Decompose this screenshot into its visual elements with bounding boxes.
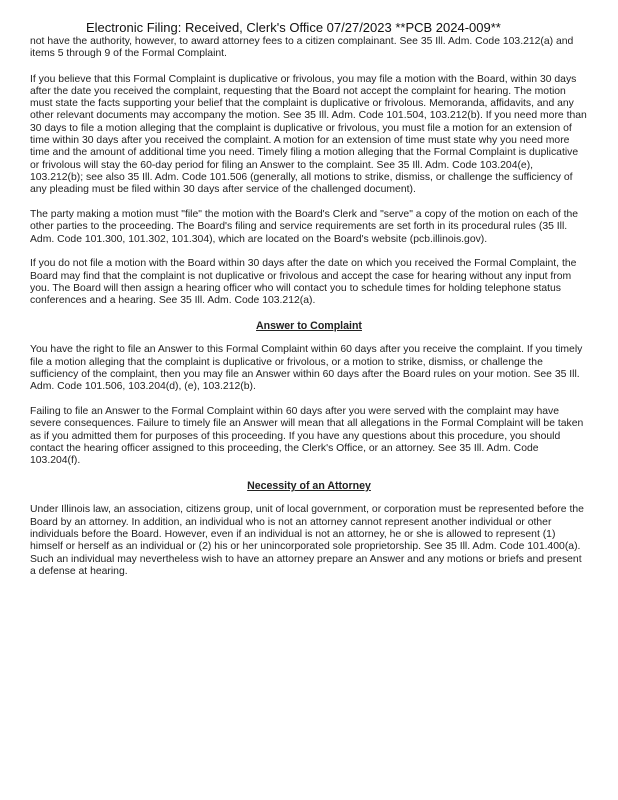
paragraph-attorney-requirement: Under Illinois law, an association, citizens group, unit of local government, or corporation must be represented before the Board by an attorney. In addition, an individual who is not an attorney cannot represent another individual or other individuals before the Board. However, even if an individual is not an attorney, he or she is allowed to represent (1) himself or herself as an individual or (2) his or her unincorporated sole proprietorship. See 35 Ill. Adm. Code 101.400(a). Such an individual may nevertheless wish to have an attorney prepare an Answer and any motions or briefs and present a defense at hearing.	[30, 504, 584, 577]
filing-stamp-header: Electronic Filing: Received, Clerk's Office 07/27/2023 **PCB 2024-009**	[86, 20, 501, 35]
paragraph-filing-motion: The party making a motion must "file" the motion with the Board's Clerk and "serve" a copy of the motion on each of the other parties to the proceeding. The Board's filing and service requirements are set forth in its procedural rules (35 Ill. Adm. Code 101.300, 101.302, 101.304), which are located on the Board's website (pcb.illinois.gov).	[30, 209, 579, 245]
paragraph-right-to-answer: You have the right to file an Answer to this Formal Complaint within 60 days after you receive the complaint. If you timely file a motion alleging that the complaint is duplicative or frivolous, or a motion to strike, dismiss, or challenge the sufficiency of the complaint, then you may file an Answer within 60 days after the Board rules on your motion. See 35 Ill. Adm. Code 101.506, 103.204(d), (e), 103.212(b).	[30, 344, 583, 393]
heading-answer-to-complaint: Answer to Complaint	[256, 320, 362, 333]
document-body	[30, 36, 588, 591]
paragraph-no-motion: If you do not file a motion with the Board within 30 days after the date on which you received the Formal Complaint, the Board may find that the complaint is not duplicative or frivolous and accept the case for hearing without any input from you. The Board will then assign a hearing officer who will contact you to schedule times for holding telephone status conferences and a hearing. See 35 Ill. Adm. Code 103.212(a).	[30, 258, 577, 307]
paragraph-duplicative-frivolous: If you believe that this Formal Complaint is duplicative or frivolous, you may file a motion with the Board, within 30 days after the date you received the complaint, requesting that the Board not accept the complaint for hearing. The motion must state the facts supporting your belief that the complaint is duplicative or frivolous. Memoranda, affidavits, and any other relevant documents may accompany the motion. See 35 Ill. Adm. Code 101.504, 103.212(b). If you need more than 30 days to file a motion alleging that the complaint is duplicative or frivolous, you must file a motion for an extension of time within 30 days after you received the complaint. A motion for an extension of time must state why you need more time and the amount of additional time you need. Timely filing a motion alleging that the Formal Complaint is duplicative or frivolous will stay the 60-day period for filing an Answer to the complaint. See 35 Ill. Adm. Code 103.204(e), 103.212(b); see also 35 Ill. Adm. Code 101.506 (generally, all motions to strike, dismiss, or challenge the sufficiency of any pleading must be filed within 30 days after service of the challenged document).	[30, 73, 587, 196]
heading-necessity-of-attorney: Necessity of an Attorney	[247, 480, 371, 493]
paragraph-failing-to-answer: Failing to file an Answer to the Formal Complaint within 60 days after you were served with the complaint may have severe consequences. Failure to timely file an Answer will mean that all allegations in the Formal Complaint will be taken as if you admitted them for purposes of this proceeding. If you have any questions about this procedure, you should contact the hearing officer assigned to this proceeding, the Clerk's Office, or an attorney. See 35 Ill. Adm. Code 103.204(f).	[30, 406, 584, 467]
intro-paragraph: not have the authority, however, to award attorney fees to a citizen complainant. See 35 Ill. Adm. Code 103.212(a) and items 5 through 9 of the Formal Complaint.	[30, 36, 574, 60]
